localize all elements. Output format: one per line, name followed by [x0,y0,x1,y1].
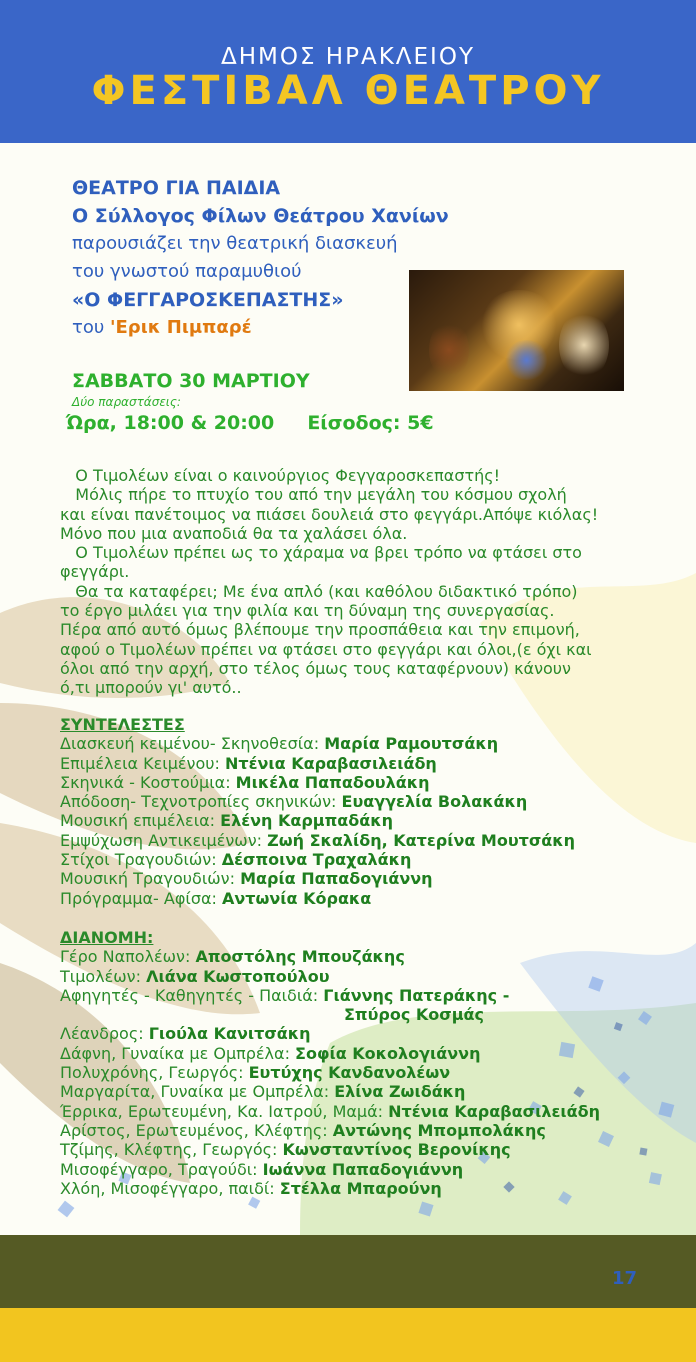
cast-name: Ιωάννα Παπαδογιάννη [262,1159,464,1179]
credit-role: Πρόγραμμα- Αφίσα: [60,888,222,908]
cast-row [60,967,680,986]
credit-role: Διασκευή κειμένου- Σκηνοθεσία: [60,734,325,754]
cast-heading: ΔΙΑΝΟΜΗ: [60,928,154,947]
entry-price: Είσοδος: 5€ [307,412,434,434]
cast-role: Έρρικα, Ερωτευμένη, Κα. Ιατρού, Μαμά: [60,1101,389,1121]
cast-role: Πολυχρόνης, Γεωργός: [60,1063,249,1083]
performance-date: ΣΑΒΒΑΤΟ 30 ΜΑΡΤΙΟΥ [72,370,310,392]
cast-name: Λιάνα Κωστοπούλου [146,966,330,986]
credit-row [60,773,680,792]
credit-role: Σκηνικά - Κοστούμια: [60,772,236,792]
credit-name: Μαρία Ραμουτσάκη [324,734,499,754]
cast-section [60,928,680,1198]
description-line: όλοι από την αρχή, στο τέλος όμως τους καταφέρνουν) κάνουν [60,658,571,678]
credit-role: Εμψύχωση Αντικειμένων: [60,830,268,850]
show-times: Ώρα, 18:00 & 20:00 [66,412,275,434]
credit-row [60,811,680,830]
header-banner [0,0,696,143]
cast-role: Τιμολέων: [60,966,147,986]
description-line: και είναι πανέτοιμος να πιάσει δουλειά στο φεγγάρι.Απόψε κιόλας! [60,504,599,524]
cast-role: Μαργαρίτα, Γυναίκα με Ομπρέλα: [60,1082,335,1102]
presents-line-1: παρουσιάζει την θεατρική διασκευή [72,233,398,254]
credit-row [60,889,680,908]
credit-role: Μουσική Τραγουδιών: [60,869,241,889]
cast-row [60,947,680,966]
credit-role: Στίχοι Τραγουδιών: [60,850,222,870]
cast-row [60,1102,680,1121]
play-description [60,466,660,698]
cast-name: Αποστόλης Μπουζάκης [195,947,405,967]
category-label: ΘΕΑΤΡΟ ΓΙΑ ΠΑΙΔΙΑ [72,177,281,199]
cast-row [60,1005,680,1024]
shows-note: Δύο παραστάσεις: [72,395,181,409]
credits-section [60,715,680,908]
cast-row [60,1063,680,1082]
credit-role: Απόδοση- Τεχνοτροπίες σκηνικών: [60,792,342,812]
page-number: 17 [611,1268,637,1289]
credit-name: Αντωνία Κόρακα [222,888,372,908]
cast-row [60,1160,680,1179]
credit-row [60,850,680,869]
cast-row [60,1082,680,1101]
cast-name: Ντένια Καραβασιλειάδη [388,1101,600,1121]
credit-name: Δέσποινα Τραχαλάκη [221,850,412,870]
credit-row [60,792,680,811]
description-line: το έργο μιλάει για την φιλία και τη δύναμη της συνεργασίας. [60,601,555,621]
credit-role: Επιμέλεια Κειμένου: [60,753,225,773]
credit-row [60,831,680,850]
time-and-entry [66,412,434,434]
cast-name: Στέλλα Μπαρούνη [279,1178,442,1198]
cast-name: Ελίνα Ζωιδάκη [334,1082,466,1102]
description-line: Ο Τιμολέων πρέπει ως το χάραμα να βρει τρόπο να φτάσει στο [60,543,582,563]
description-line: Θα τα καταφέρει; Με ένα απλό (και καθόλου διδακτικό τρόπο) [60,581,578,601]
cast-row [60,986,680,1005]
credit-role: Μουσική επιμέλεια: [60,811,221,831]
cast-role: Γέρο Ναπολέων: [60,947,196,967]
play-title: «Ο ΦΕΓΓΑΡΟΣΚΕΠΑΣΤΗΣ» [72,289,344,311]
cast-row [60,1121,680,1140]
footer-band [0,1235,696,1308]
credits-heading: ΣΥΝΤΕΛΕΣΤΕΣ [60,715,185,734]
cast-name: Γιάννης Πατεράκης - [323,985,510,1005]
description-line: αφού ο Τιμολέων πρέπει να φτάσει στο φεγγάρι και όλοι,(ε όχι και [60,639,592,659]
cast-role: Αρίστος, Ερωτευμένος, Κλέφτης: [60,1120,333,1140]
credit-row [60,754,680,773]
author-prefix: του [72,317,105,338]
cast-row [60,1044,680,1063]
credit-name: Μικέλα Παπαδουλάκη [235,772,430,792]
municipality-name: ΔΗΜΟΣ ΗΡΑΚΛΕΙΟΥ [220,44,475,70]
cast-role: Τζίμης, Κλέφτης, Γεωργός: [60,1140,283,1160]
description-line: Πέρα από αυτό όμως βλέπουμε την προσπάθεια και την επιμονή, [60,620,580,640]
credit-row [60,734,680,753]
cast-name: Κωνσταντίνος Βερονίκης [282,1140,511,1160]
cast-name: Αντώνης Μπομπολάκης [332,1120,546,1140]
cast-row [60,1179,680,1198]
cast-role: Χλόη, Μισοφέγγαρο, παιδί: [60,1178,280,1198]
play-photo [409,270,624,391]
credit-name: Ζωή Σκαλίδη, Κατερίνα Μουτσάκη [267,830,576,850]
presents-line-2: του γνωστού παραμυθιού [72,261,302,282]
club-name: Ο Σύλλογος Φίλων Θεάτρου Χανίων [72,205,449,227]
description-line: Μόλις πήρε το πτυχίο του από την μεγάλη του κόσμου σχολή [60,485,567,505]
description-line: φεγγάρι. [60,562,130,582]
description-line: Ο Τιμολέων είναι ο καινούργιος Φεγγαροσκεπαστής! [60,466,501,485]
cast-role: Δάφνη, Γυναίκα με Ομπρέλα: [60,1043,296,1063]
footer-stripe [0,1308,696,1362]
cast-role: Αφηγητές - Καθηγητές - Παιδιά: [60,985,324,1005]
festival-title: ΦΕΣΤΙΒΑΛ ΘΕΑΤΡΟΥ [91,68,605,114]
cast-row [60,1024,680,1043]
author-name: 'Ερικ Πιμπαρέ [110,317,252,338]
cast-role: Μισοφέγγαρο, Τραγούδι: [60,1159,263,1179]
description-line: ό,τι μπορούν γι' αυτό.. [60,678,242,698]
description-line: Μόνο που μια αναποδιά θα τα χαλάσει όλα. [60,523,408,543]
cast-name: Γιούλα Κανιτσάκη [148,1024,311,1044]
credit-name: Ελένη Καρμπαδάκη [220,811,393,831]
credit-name: Ευαγγελία Βολακάκη [341,792,528,812]
cast-name: Σοφία Κοκολογιάννη [295,1043,481,1063]
cast-row [60,1140,680,1159]
cast-name: Ευτύχης Κανδανολέων [248,1063,451,1083]
cast-role: Λέανδρος: [60,1024,149,1044]
credit-row [60,869,680,888]
cast-name: Σπύρος Κοσμάς [344,1005,484,1025]
credit-name: Μαρία Παπαδογιάννη [240,869,433,889]
credit-name: Ντένια Καραβασιλειάδη [225,753,437,773]
